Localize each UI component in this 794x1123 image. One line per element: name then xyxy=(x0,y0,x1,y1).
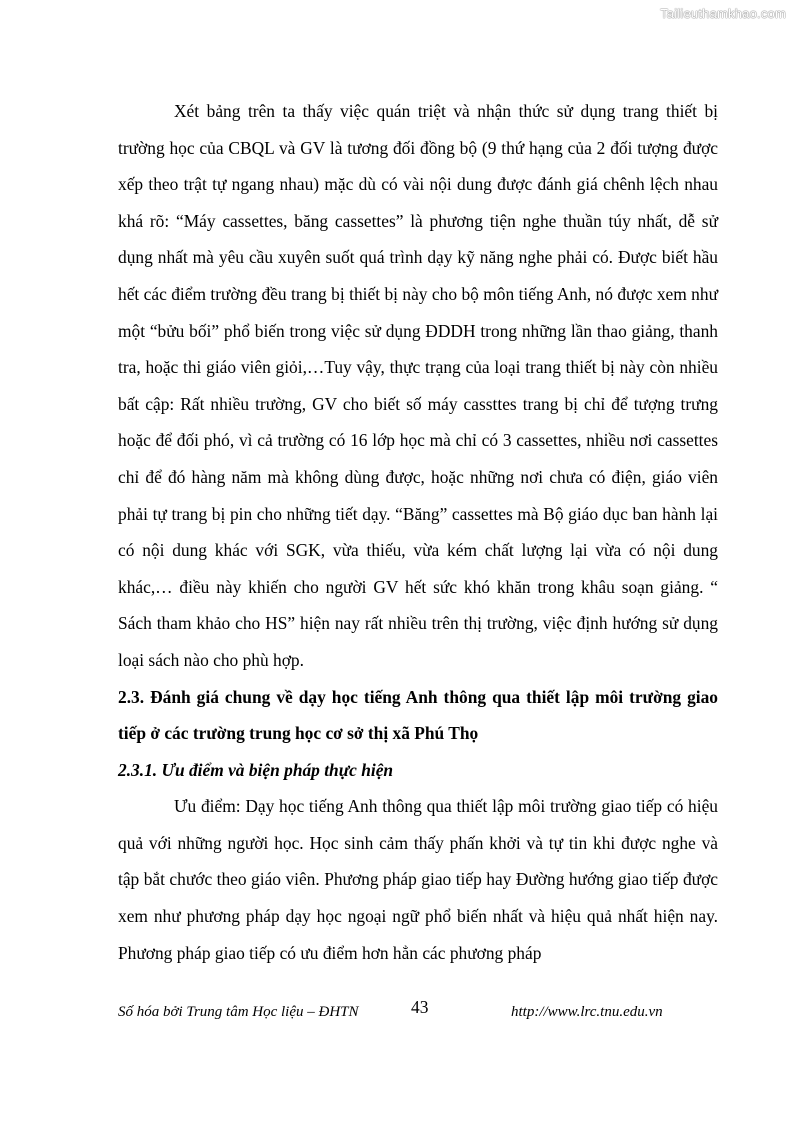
watermark-text: Tailieuthamkhao.com xyxy=(660,6,786,21)
footer-source: Số hóa bởi Trung tâm Học liệu – ĐHTN xyxy=(118,1004,359,1020)
footer-url: http://www.lrc.tnu.edu.vn xyxy=(511,1004,663,1020)
document-body xyxy=(118,93,718,971)
subsection-title: 2.3.1. Ưu điểm và biện pháp thực hiện xyxy=(118,759,394,780)
paragraph-advantages: Ưu điểm: Dạy học tiếng Anh thông qua thiết lập môi trường giao tiếp có hiệu quả với những người học. Học sinh cảm thấy phấn khởi và tự tin khi được nghe và tập bắt chước theo giáo viên. Phương pháp giao tiếp hay Đường hướng giao tiếp được xem như phương pháp dạy học ngoại ngữ phổ biến nhất và hiệu quả nhất hiện nay. Phương pháp giao tiếp có ưu điểm hơn hẳn các phương pháp xyxy=(118,796,718,963)
page-footer xyxy=(118,997,718,1024)
section-title: 2.3. Đánh giá chung về dạy học tiếng Anh thông qua thiết lập môi trường giao tiếp ở các trường trung học cơ sở thị xã Phú Thọ xyxy=(118,686,718,744)
page-number: 43 xyxy=(411,997,429,1017)
paragraph-equipment-assessment: Xét bảng trên ta thấy việc quán triệt và nhận thức sử dụng trang thiết bị trường học của CBQL và GV là tương đối đồng bộ (9 thứ hạng của 2 đối tượng được xếp theo trật tự ngang nhau) mặc dù có vài nội dung được đánh giá chênh lệch nhau khá rõ: “Máy cassettes, băng cassettes” là phương tiện nghe thuần túy nhất, dễ sử dụng nhất mà yêu cầu xuyên suốt quá trình dạy kỹ năng nghe phải có. Được biết hầu hết các điểm trường đều trang bị thiết bị này cho bộ môn tiếng Anh, nó được xem như một “bửu bối” phổ biến trong việc sử dụng ĐDDH trong những lần thao giảng, thanh tra, hoặc thi giáo viên giỏi,…Tuy vậy, thực trạng của loại trang thiết bị này còn nhiều bất cập: Rất nhiều trường, GV cho biết số máy cassttes trang bị chỉ để tượng trưng hoặc để đối phó, vì cả trường có 16 lớp học mà chỉ có 3 cassettes, nhiều nơi cassettes chỉ để đó hàng năm mà không dùng được, hoặc những nơi chưa có điện, giáo viên phải tự trang bị pin cho những tiết dạy. “Băng” cassettes mà Bộ giáo dục ban hành lại có nội dung khác với SGK, vừa thiếu, vừa kém chất lượng lại vừa có nội dung khác,… điều này khiến cho người GV hết sức khó khăn trong khâu soạn giảng. “ Sách tham khảo cho HS” hiện nay rất nhiều trên thị trường, việc định hướng sử dụng loại sách nào cho phù hợp. xyxy=(118,101,718,670)
